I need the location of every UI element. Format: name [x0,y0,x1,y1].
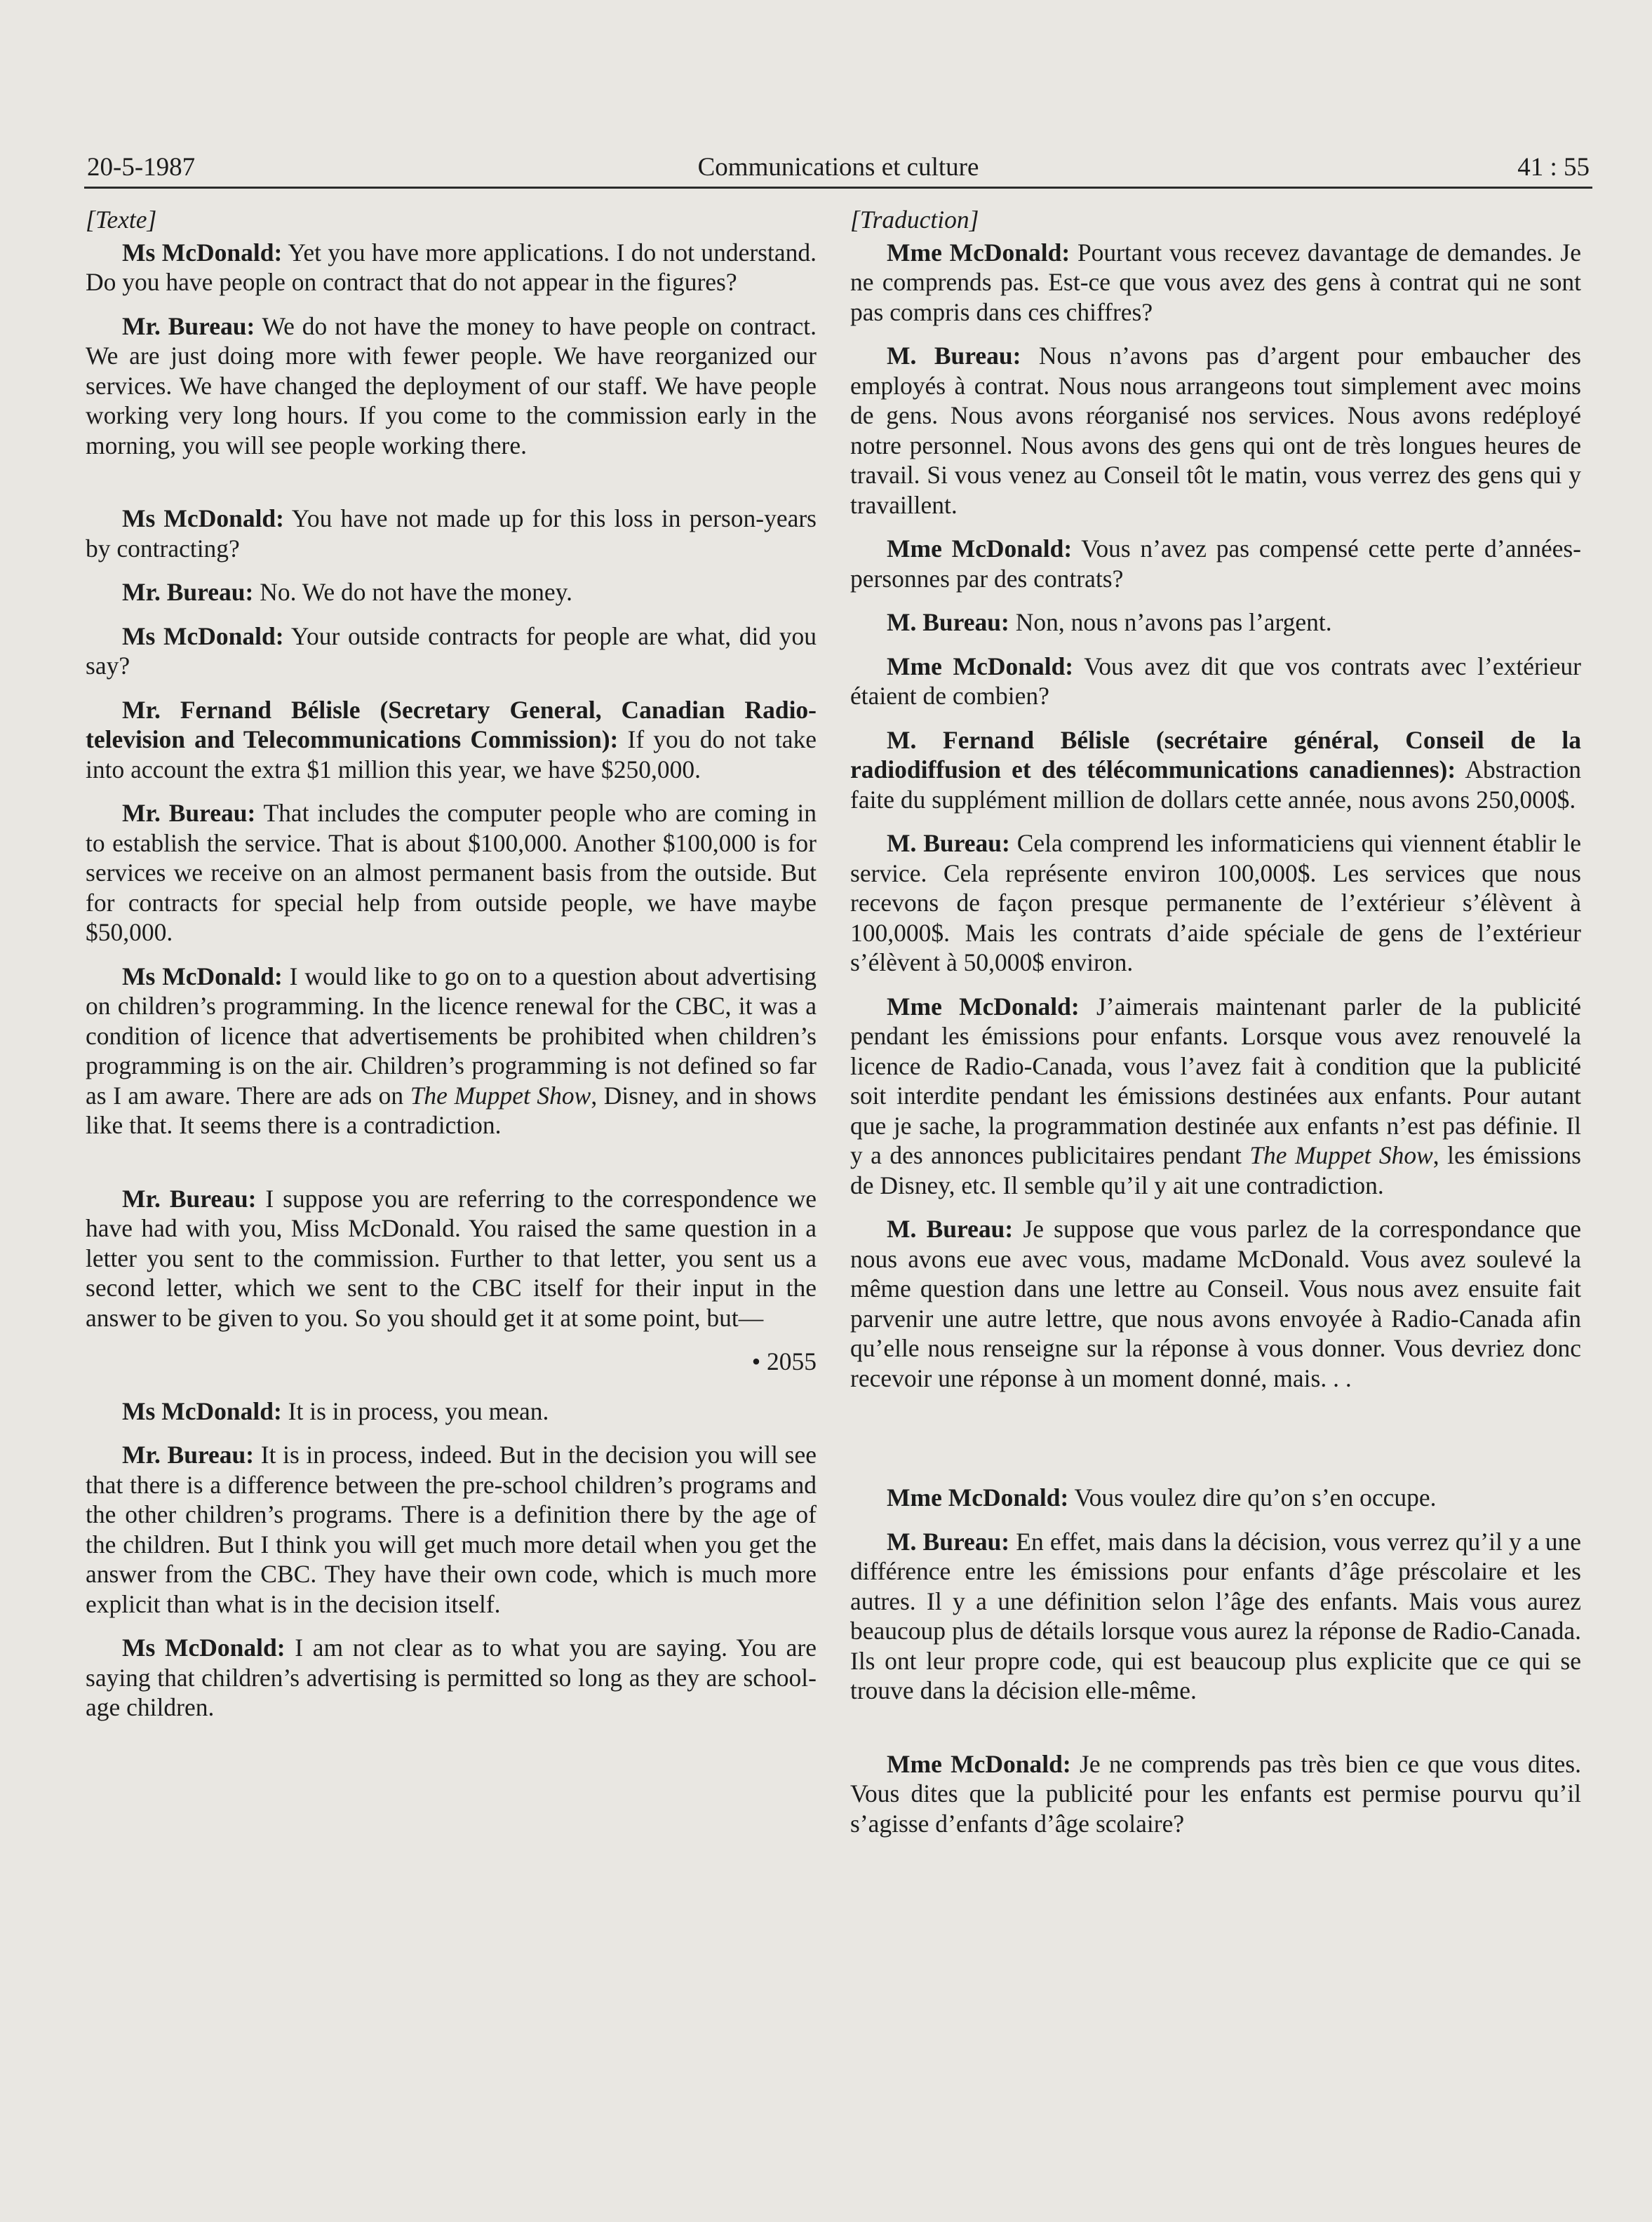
speaker: M. Bureau: [887,1215,1014,1243]
speech-text: That includes the computer people who are coming in to establish the service. That is about $100,000. Another $100,000 is for services we receive on an almost permanent basis from the outside. But for contracts for special help from outside people, we have maybe $50,000. [86,799,817,946]
speaker: Ms McDonald: [122,238,283,267]
show-title: The Muppet Show [1249,1141,1433,1169]
speech-text: It is in process, you mean. [288,1396,549,1425]
speech-text: Pourtant vous recevez davantage de demandes. Je ne comprends pas. Est-ce que vous avez des gens à contrat qui ne sont pas compris dans ces chiffres? [850,238,1581,326]
paragraph [850,725,1581,815]
paragraph [86,621,817,681]
paragraph [86,1633,817,1723]
speech-text: I am not clear as to what you are saying. You are saying that children’s advertising is permitted so long as they are school-age children. [86,1634,817,1721]
speech-text: Abstraction faite du supplément million de dollars cette année, nous avons 250,000$. [850,755,1581,814]
paragraph [850,1527,1581,1706]
speaker: Ms McDonald: [122,1634,286,1662]
column-tag: [Traduction] [850,206,979,234]
speech-text: Vous voulez dire qu’on s’en occupe. [1074,1483,1437,1511]
speaker: Mme McDonald: [887,534,1073,563]
paragraph [86,1396,817,1427]
paragraph [850,828,1581,978]
running-header [84,150,1592,189]
english-column [86,205,817,2085]
speaker: Mr. Bureau: [122,799,256,827]
speaker: M. Fernand Bélisle (secrétaire général, Conseil de la radiodiffusion et des télécommunications canadiennes): [850,725,1581,783]
speaker: Mr. Bureau: [122,311,255,340]
paragraph [850,1749,1581,1839]
french-column [850,205,1581,2085]
paragraph [86,1184,817,1333]
speech-text: En effet, mais dans la décision, vous verrez qu’il y a une différence entre les émissions pour enfants d’âge préscolaire et les autres. Il y a une définition selon l’âge des enfants. Mais vous aurez beaucoup plus de détails lorsque vous aurez la réponse de Radio-Canada. Ils ont leur propre code, qui est beaucoup plus explicite que ce qui se trouve dans la décision elle-même. [850,1527,1582,1704]
speech-text: Je ne comprends pas très bien ce que vous dites. Vous dites que la publicité pour les enfants est permise pourvu qu’il s’agisse d’enfants d’âge scolaire? [850,1749,1581,1838]
speaker: M. Bureau: [887,342,1021,370]
speaker: M. Bureau: [887,829,1010,857]
speaker: Ms McDonald: [122,504,284,532]
speaker: Mr. Bureau: [122,1184,257,1213]
paragraph [850,1214,1581,1393]
paragraph [850,238,1581,328]
paragraph [86,1440,817,1619]
speaker: Mme McDonald: [887,992,1080,1021]
header-title: Communications et culture [697,153,979,182]
paragraph [850,992,1581,1201]
speech-text: Cela comprend les informaticiens qui viennent établir le service. Cela représente environ 100,000$. Les services que nous recevons de façon presque permanente de l’extérieur s’élèvent à 100,000$. Mais les contrats d’aide spéciale de gens de l’extérieur s’élèvent à 50,000$ environ. [850,829,1581,976]
speech-text: Je suppose que vous parlez de la correspondance que nous avons eue avec vous, madame McDonald. Vous avez soulevé la même question dans une lettre au Conseil. Vous nous avez ensuite fait parvenir une autre lettre, que nous avons envoyée à Radio-Canada afin qu’elle nous renseigne sur la réponse à vous donner. Vous devriez donc recevoir une réponse à un moment donné, mais. . . [850,1215,1581,1392]
speech-text: Non, nous n’avons pas l’argent. [1015,608,1332,636]
speech-text: Your outside contracts for people are what, did you say? [86,621,817,680]
paragraph [850,1483,1581,1513]
paragraph [850,607,1581,638]
paragraph [86,798,817,948]
paragraph [86,238,817,297]
paragraph [86,577,817,607]
speaker: Mme McDonald: [887,1483,1069,1511]
speech-text: I would like to go on to a question about advertising on children’s programming. In the licence renewal for the CBC, it was a condition of licence that advertisements be prohibited when children’s programming is on the air. Children’s programming is not defined so far as I am aware. There are ads on [86,962,817,1110]
paragraph [86,962,817,1140]
speaker: Mr. Bureau: [122,578,254,606]
header-date: 20-5-1987 [87,153,196,182]
column-tag-text: Traduction [859,206,969,234]
speech-text: Nous n’avons pas d’argent pour embaucher des employés à contrat. Nous nous arrangeons tout simplement avec moins de gens. Nous avons réorganisé nos services. Nous avons redéployé notre personnel. Nous avons des gens qui ont de très longues heures de travail. Si vous venez au Conseil tôt le matin, vous verrez des gens qui y travaillent. [850,342,1582,519]
speaker: Mr. Fernand Bélisle (Secretary General, Canadian Radio-television and Telecommunications Commission): [86,695,817,753]
speech-text: No. We do not have the money. [260,578,572,606]
speaker: M. Bureau: [887,608,1009,636]
paragraph [86,695,817,785]
paragraph [86,504,817,563]
column-tag-text: Texte [95,206,147,234]
speech-text: It is in process, indeed. But in the decision you will see that there is a difference between the pre-school children’s programs and the other children’s programs. There is a definition there by the age of the children. But I think you will get much more detail when you get the answer from the CBC. They have their own code, which is much more explicit than what is in the decision itself. [86,1441,817,1618]
paragraph [850,341,1581,520]
speech-text: You have not made up for this loss in person-years by contracting? [86,504,817,563]
header-page-number: 41 : 55 [1517,153,1590,182]
paragraph [850,534,1581,593]
speaker: Mme McDonald: [887,238,1070,267]
speech-text: Vous n’avez pas compensé cette perte d’années-personnes par des contrats? [850,534,1581,593]
speaker: Ms McDonald: [122,962,283,990]
speaker: Ms McDonald: [122,1396,282,1425]
speech-text: If you do not take into account the extra $1 million this year, we have $250,000. [86,725,817,783]
speech-text: I suppose you are referring to the correspondence we have had with you, Miss McDonald. You raised the same question in a letter you sent to the commission. Further to that letter, you sent us a second letter, which we sent to the CBC itself for their input in the answer to be given to you. So you should get it at some point, but— [86,1184,817,1332]
speech-text: Vous avez dit que vos contrats avec l’extérieur étaient de combien? [850,652,1581,710]
speech-text: Yet you have more applications. I do not understand. Do you have people on contract that do not appear in the figures? [86,238,817,296]
speech-text: We do not have the money to have people on contract. We are just doing more with fewer people. We have reorganized our services. We have changed the deployment of our staff. We have people working very long hours. If you come to the commission early in the morning, you will see people working there. [86,311,817,459]
paragraph [850,652,1581,711]
show-title: The Muppet Show [410,1081,591,1110]
column-tag: [Texte] [86,206,157,234]
speaker: Mme McDonald: [887,1749,1071,1778]
speaker: Mr. Bureau: [122,1441,255,1469]
speaker: Ms McDonald: [122,621,284,650]
speaker: Mme McDonald: [887,652,1074,680]
paragraph [86,311,817,461]
speaker: M. Bureau: [887,1527,1010,1556]
speech-text: , Disney, and in shows like that. It seems there is a contradiction. [86,1081,817,1139]
speech-text: , les émissions de Disney, etc. Il semble qu’il y ait une contradiction. [850,1141,1581,1199]
time-marker: • 2055 [751,1347,817,1375]
speech-text: J’aimerais maintenant parler de la publicité pendant les émissions pour enfants. Lorsque vous avez renouvelé la licence de Radio-Canada, vous l’avez fait à condition que la publicité soit interdite pendant les émissions destinées aux enfants. Pour autant que je sache, la programmation destinée aux enfants n’est pas définie. Il y a des annonces publicitaires pendant [850,992,1581,1169]
